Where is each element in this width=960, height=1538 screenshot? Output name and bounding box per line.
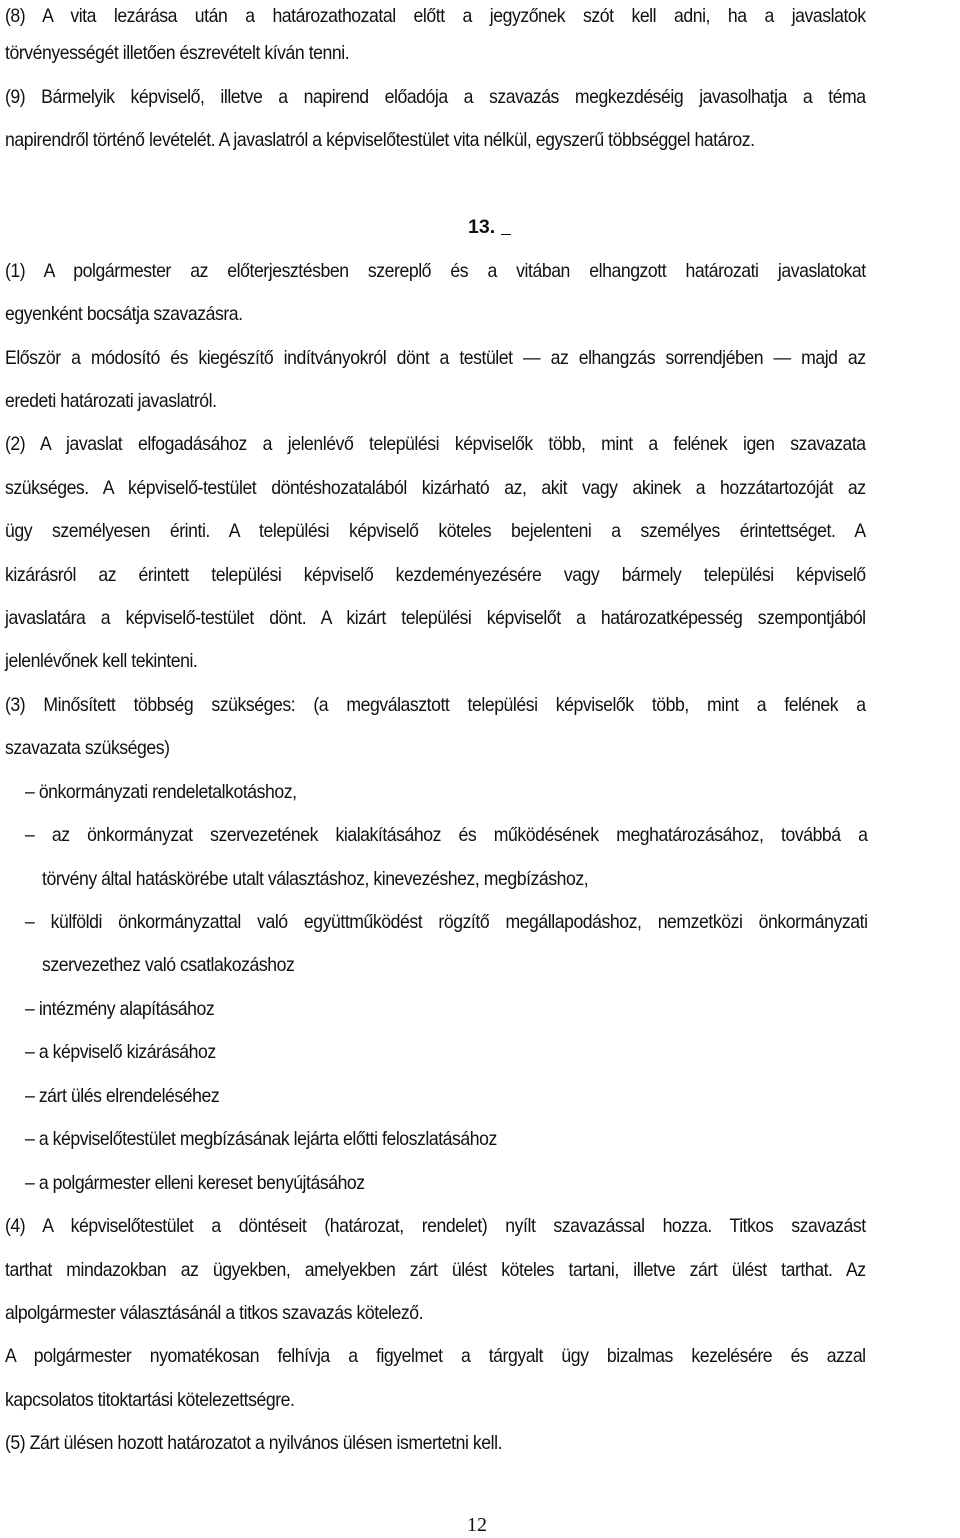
list-item-continuation: törvény által hatáskörébe utalt választáshoz, kinevezéshez, megbízáshoz, [42,868,589,890]
s13-4-line-1: (4) A képviselőtestület a döntéseit (határozat, rendelet) nyílt szavazással hozza. Titkos szavazást [5,1215,866,1237]
list-item: – a képviselőtestület megbízásának lejárta előtti feloszlatásához [25,1128,497,1150]
s13-2-line-1: (2) A javaslat elfogadásához a jelenlévő települési képviselők több, mint a felének igen szavazata [5,433,866,455]
s13-4-line-4: A polgármester nyomatékosan felhívja a figyelmet a tárgyalt ügy bizalmas kezelésére és azzal [5,1345,866,1367]
p9-line-2: napirendről történő levételét. A javaslatról a képviselőtestület vita nélkül, egyszerű többséggel határoz. [5,129,755,151]
s13-2-line-5: javaslatára a képviselő-testület dönt. A kizárt települési képviselőt a határozatképesség szempontjából [5,607,866,629]
s13-4-line-5: kapcsolatos titoktartási kötelezettségre. [5,1389,295,1411]
s13-2-line-4: kizárásról az érintett települési képviselő kezdeményezésére vagy bármely települési képviselő [5,564,866,586]
s13-1-line-3: Először a módosító és kiegészítő indítványokról dönt a testület — az elhangzás sorrendjében — majd az [5,347,866,369]
section-anchor-mark [501,220,511,235]
p9-line-1: (9) Bármelyik képviselő, illetve a napirend előadója a szavazás megkezdéséig javasolhatja a téma [5,86,866,108]
s13-3-line-1: (3) Minősített többség szükséges: (a megválasztott települési képviselők több, mint a felének a [5,694,866,716]
s13-2-line-3: ügy személyesen érinti. A települési képviselő köteles bejelenteni a személyes érintettséget. A [5,520,866,542]
section-heading [468,214,511,240]
s13-5-line-1: (5) Zárt ülésen hozott határozatot a nyilvános ülésen ismertetni kell. [5,1432,503,1454]
s13-4-line-3: alpolgármester választásánál a titkos szavazás kötelező. [5,1302,424,1324]
s13-1-line-4: eredeti határozati javaslatról. [5,390,217,412]
list-item: – önkormányzati rendeletalkotáshoz, [25,781,297,803]
s13-4-line-2: tarthat mindazokban az ügyekben, amelyekben zárt ülést köteles tartani, illetve zárt ülést tarthat. Az [5,1259,866,1281]
list-item-continuation: szervezethez való csatlakozáshoz [42,954,295,976]
s13-1-line-2: egyenként bocsátja szavazásra. [5,303,243,325]
list-item: – a polgármester elleni kereset benyújtásához [25,1172,365,1194]
s13-2-line-2: szükséges. A képviselő-testület döntéshozatalából kizárható az, akit vagy akinek a hozzátartozóját az [5,477,866,499]
list-item: – zárt ülés elrendeléséhez [25,1085,220,1107]
page-number: 12 [467,1514,487,1536]
section-number: 13. [468,216,496,238]
s13-1-line-1: (1) A polgármester az előterjesztésben szereplő és a vitában elhangzott határozati javaslatokat [5,260,866,282]
list-item: – külföldi önkormányzattal való együttműködést rögzítő megállapodáshoz, nemzetközi önkormányzati [25,911,868,933]
list-item: – a képviselő kizárásához [25,1041,216,1063]
s13-3-line-2: szavazata szükséges) [5,737,170,759]
list-item: – intézmény alapításához [25,998,215,1020]
p8-line-1: (8) A vita lezárása után a határozathozatal előtt a jegyzőnek szót kell adni, ha a javaslatok [5,5,866,27]
list-item: – az önkormányzat szervezetének kialakításához és működésének meghatározásához, továbbá a [25,824,868,846]
p8-line-2: törvényességét illetően észrevételt kíván tenni. [5,42,350,64]
s13-2-line-6: jelenlévőnek kell tekinteni. [5,650,198,672]
